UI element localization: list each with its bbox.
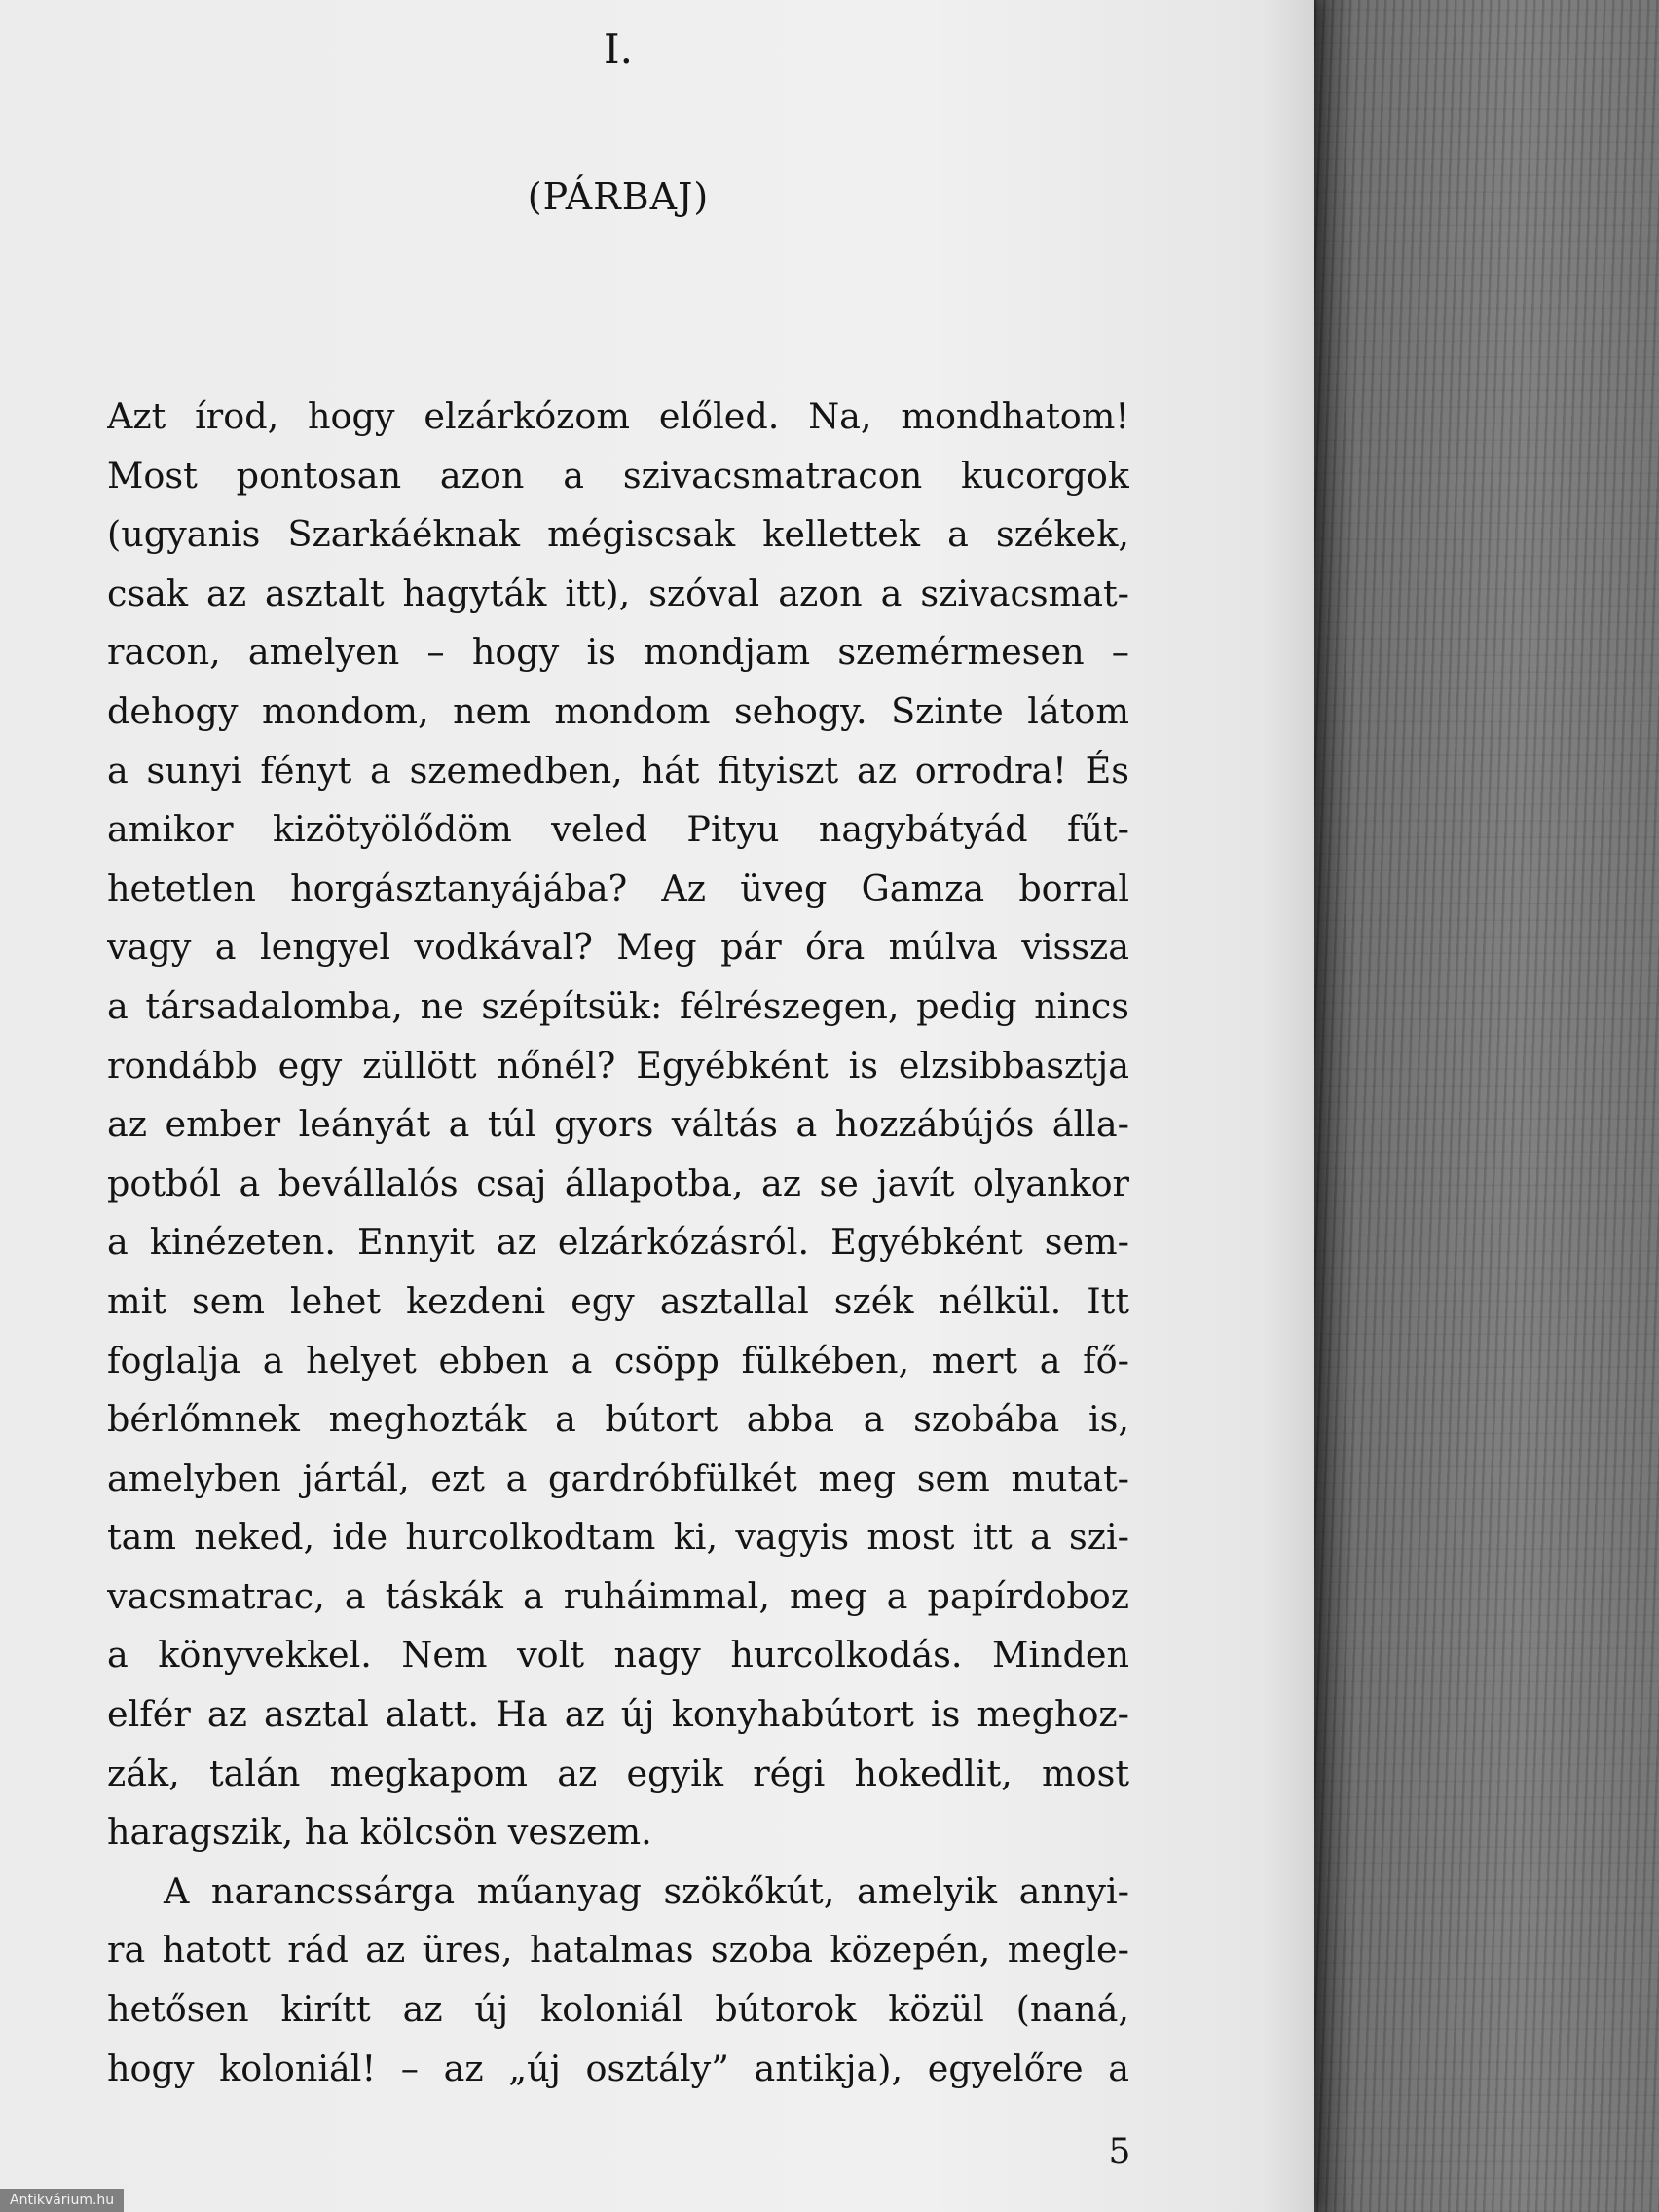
text-line: ra hatott rád az üres, hatalmas szoba közepén, megle- [107, 1929, 1129, 1972]
text-line: vacsmatrac, a táskák a ruháimmal, meg a papírdoboz [107, 1574, 1129, 1617]
text-line: dehogy mondom, nem mondom sehogy. Szinte látom [107, 689, 1129, 732]
text-line: tam neked, ide hurcolkodtam ki, vagyis most itt a szi- [107, 1516, 1129, 1559]
text-line: amikor kizötyölődöm veled Pityu nagybátyád fűt- [107, 808, 1129, 851]
text-line: bérlőmnek meghozták a bútort abba a szobába is, [107, 1398, 1129, 1441]
text-line: haragszik, ha kölcsön veszem. [107, 1811, 652, 1854]
text-line: (ugyanis Szarkáéknak mégiscsak kellettek a székek, [107, 513, 1129, 556]
text-line: amelyben jártál, ezt a gardróbfülkét meg sem mutat- [107, 1456, 1129, 1499]
text-line: hetősen kirítt az új koloniál bútorok közül (naná, [107, 1988, 1129, 2031]
text-line: hogy koloniál! – az „új osztály” antikja), egyelőre a [107, 2046, 1129, 2089]
text-line: elfér az asztal alatt. Ha az új konyhabútort is meghoz- [107, 1693, 1129, 1736]
text-line: vagy a lengyel vodkával? Meg pár óra múlva vissza [107, 926, 1129, 969]
text-line: csak az asztalt hagyták itt), szóval azon a szivacsmat- [107, 571, 1129, 614]
text-line: zák, talán megkapom az egyik régi hokedlit, most [107, 1751, 1129, 1794]
text-line: Most pontosan azon a szivacsmatracon kucorgok [107, 454, 1129, 497]
text-line: Azt írod, hogy elzárkózom előled. Na, mondhatom! [107, 395, 1129, 437]
text-line: a társadalomba, ne szépítsük: félrészegen, pedig nincs [107, 984, 1129, 1027]
body-text [107, 387, 1129, 2098]
text-line: potból a bevállalós csaj állapotba, az se javít olyankor [107, 1161, 1129, 1204]
text-line: foglalja a helyet ebben a csöpp fülkében, mert a fő- [107, 1339, 1129, 1382]
watermark: Antikvárium.hu [0, 2189, 124, 2212]
paragraph-1 [107, 387, 1129, 1862]
page-number: 5 [1108, 2132, 1131, 2172]
background-surface [1314, 0, 1659, 2212]
chapter-number: I. [604, 25, 633, 73]
text-line: a kinézeten. Ennyit az elzárkózásról. Egyébként sem- [107, 1221, 1129, 1264]
text-line: a sunyi fényt a szemedben, hát fityiszt az orrodra! És [107, 749, 1129, 792]
text-line: hetetlen horgásztanyájába? Az üveg Gamza borral [107, 866, 1129, 909]
text-line: racon, amelyen – hogy is mondjam szemérmesen – [107, 631, 1129, 674]
text-line: a könyvekkel. Nem volt nagy hurcolkodás. Minden [107, 1634, 1129, 1677]
text-line: rondább egy züllött nőnél? Egyébként is elzsibbasztja [107, 1044, 1129, 1087]
chapter-title: (PÁRBAJ) [527, 175, 710, 218]
text-line: mit sem lehet kezdeni egy asztallal szék nélkül. Itt [107, 1279, 1129, 1322]
text-line: A narancssárga műanyag szökőkút, amelyik annyi- [164, 1869, 1129, 1912]
text-line: az ember leányát a túl gyors váltás a hozzábújós álla- [107, 1103, 1129, 1146]
paragraph-2 [107, 1862, 1129, 2098]
